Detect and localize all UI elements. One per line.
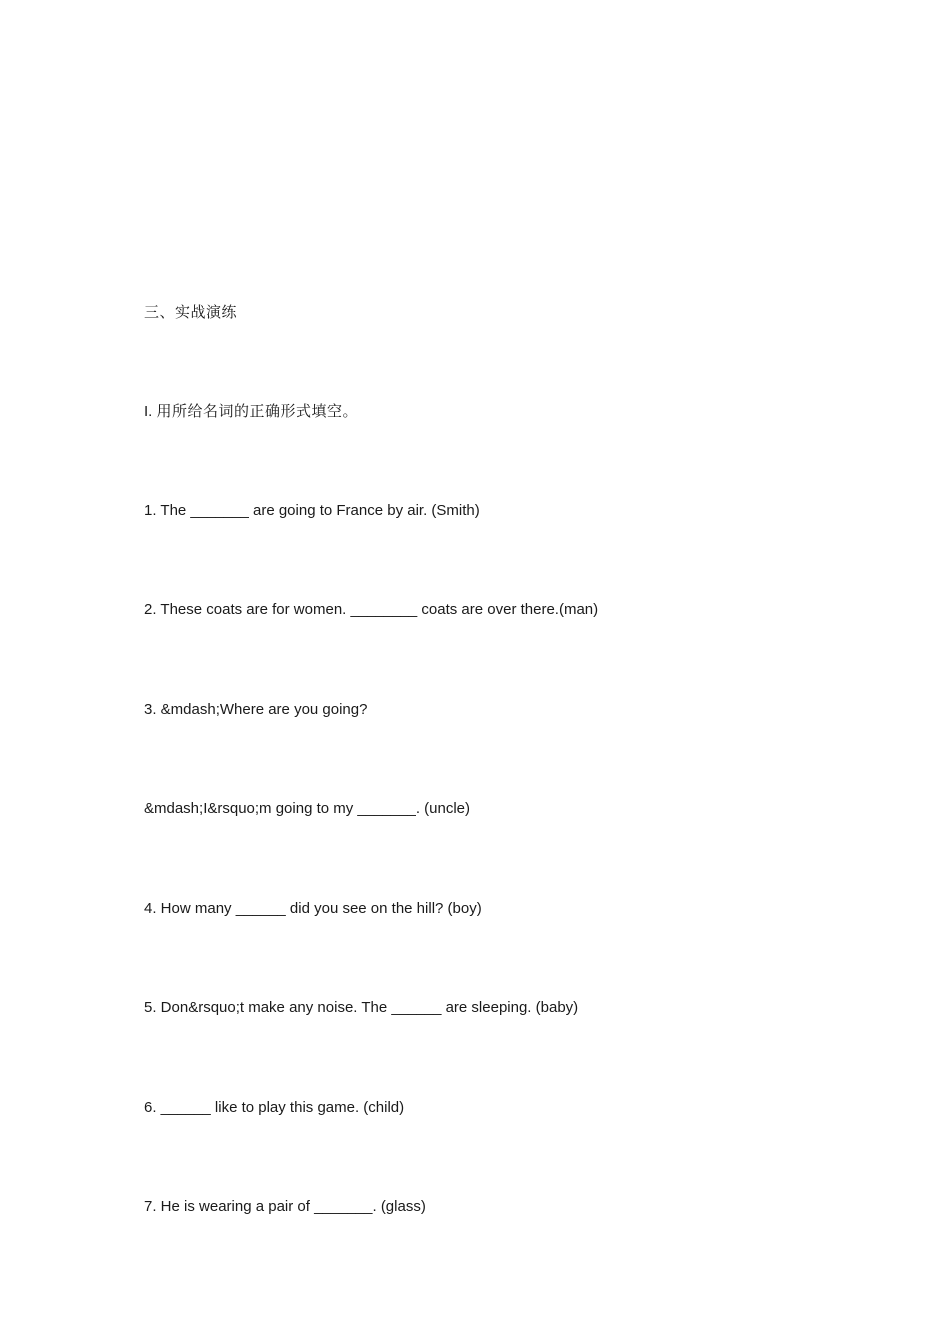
exercise-item-5: 5. Don&rsquo;t make any noise. The ______ are sleeping. (baby) bbox=[144, 999, 579, 1016]
exercise-item-6: 6. ______ like to play this game. (child) bbox=[144, 1099, 405, 1116]
exercise-item-3-question: 3. &mdash;Where are you going? bbox=[144, 701, 368, 718]
instruction-text: 用所给名词的正确形式填空。 bbox=[156, 402, 359, 420]
section-title: 三、实战演练 bbox=[144, 303, 238, 321]
exercise-instruction bbox=[144, 401, 358, 422]
instruction-prefix: I. bbox=[144, 403, 153, 420]
exercise-item-7: 7. He is wearing a pair of _______. (glass) bbox=[144, 1198, 426, 1215]
exercise-item-4: 4. How many ______ did you see on the hill? (boy) bbox=[144, 900, 482, 917]
exercise-item-3-answer: &mdash;I&rsquo;m going to my _______. (uncle) bbox=[144, 800, 471, 817]
exercise-item-2: 2. These coats are for women. ________ coats are over there.(man) bbox=[144, 601, 599, 618]
exercise-item-1: 1. The _______ are going to France by air. (Smith) bbox=[144, 502, 480, 519]
